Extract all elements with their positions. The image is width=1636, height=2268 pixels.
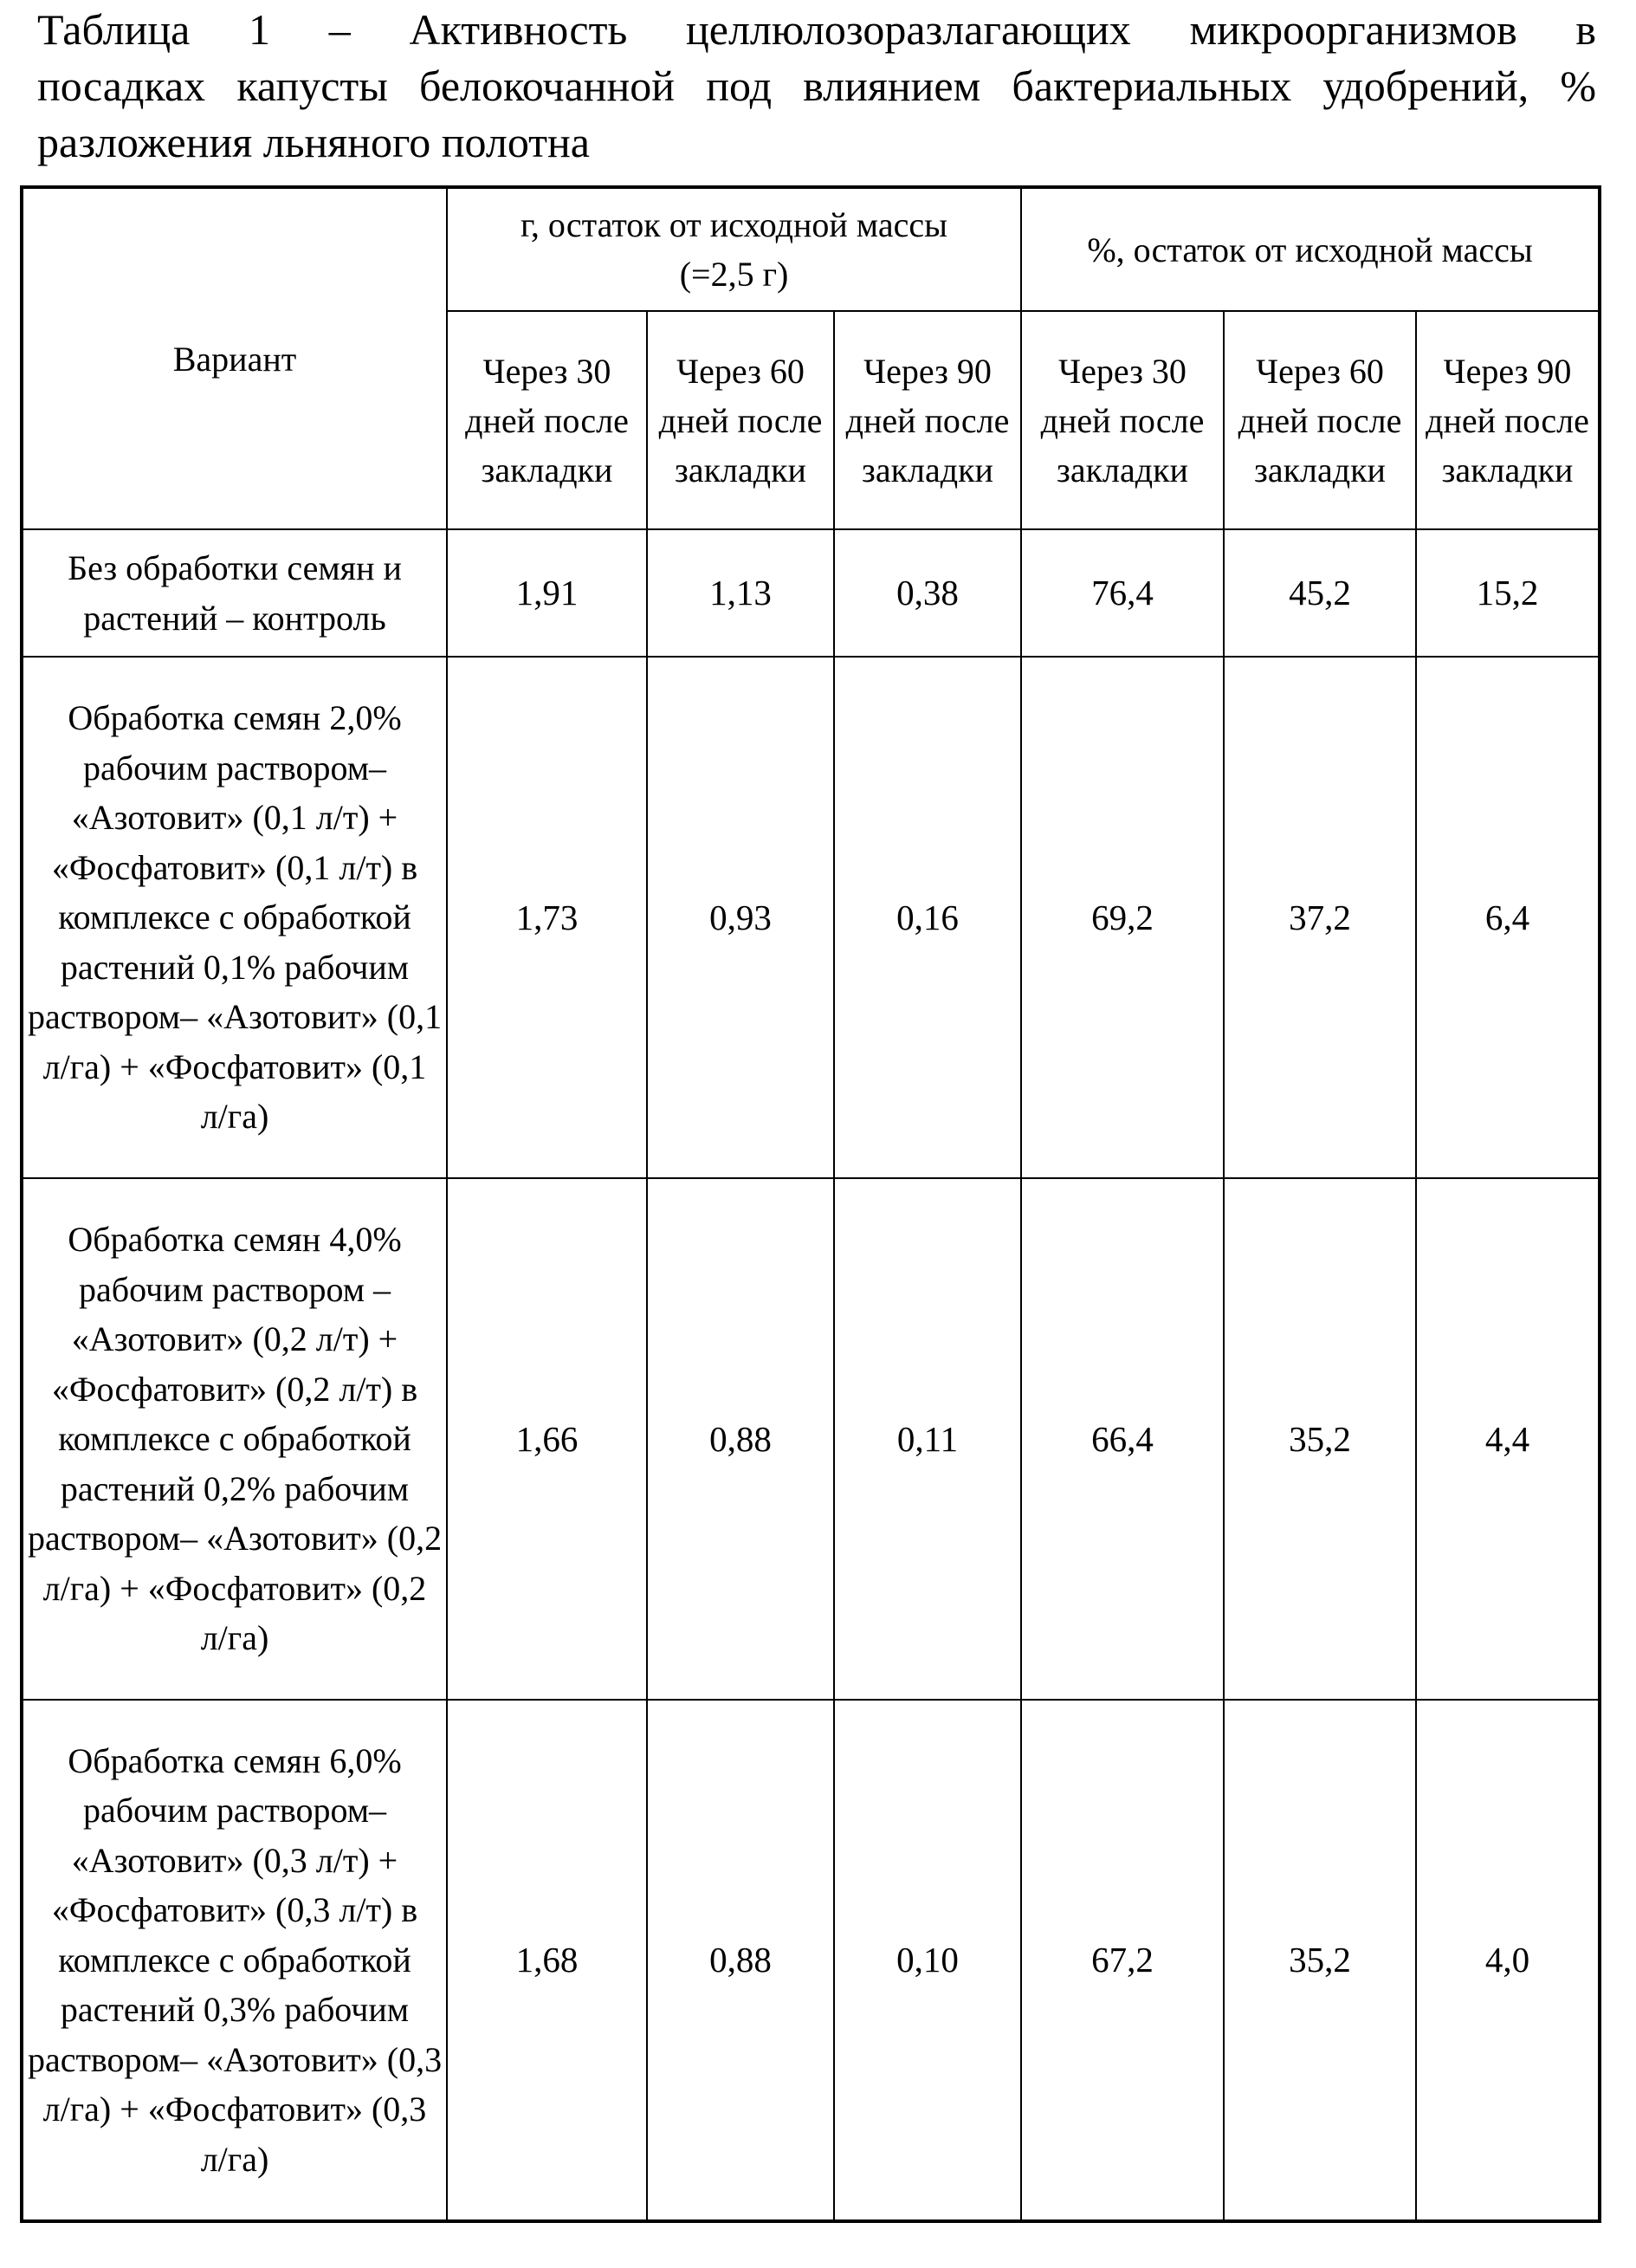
table-row <box>22 1178 1600 1700</box>
table-row <box>22 529 1600 657</box>
data-table <box>20 185 1601 2223</box>
variant-cell: Обработка семян 4,0% рабочим раствором – «Азотовит» (0,2 л/т) + «Фосфатовит» (0,2 л/т) в комплексе с обработкой растений 0,2% рабочим раствором– «Азотовит» (0,2 л/га) + «Фосфатовит» (0,2 л/га) <box>22 1178 447 1700</box>
value-cell: 35,2 <box>1224 1178 1416 1700</box>
header-group-percent: %, остаток от исходной массы <box>1021 187 1600 311</box>
header-variant: Вариант <box>22 187 447 529</box>
header-row-groups <box>22 187 1600 311</box>
table-row <box>22 1700 1600 2221</box>
value-cell: 0,88 <box>647 1700 834 2221</box>
variant-cell: Обработка семян 6,0% рабочим раствором– «Азотовит» (0,3 л/т) + «Фосфатовит» (0,3 л/т) в комплексе с обработкой растений 0,3% рабочим раствором– «Азотовит» (0,3 л/га) + «Фосфатовит» (0,3 л/га) <box>22 1700 447 2221</box>
value-cell: 66,4 <box>1021 1178 1224 1700</box>
value-cell: 0,10 <box>834 1700 1021 2221</box>
value-cell: 15,2 <box>1416 529 1600 657</box>
value-cell: 0,11 <box>834 1178 1021 1700</box>
header-period: Через 60 дней после закладки <box>647 311 834 529</box>
value-cell: 69,2 <box>1021 657 1224 1178</box>
caption-line-1: Таблица 1 – Активность целлюлозоразлагающих микроорганизмов в <box>37 5 1596 54</box>
value-cell: 4,0 <box>1416 1700 1600 2221</box>
value-cell: 1,73 <box>447 657 647 1178</box>
value-cell: 35,2 <box>1224 1700 1416 2221</box>
header-group-grams: г, остаток от исходной массы (=2,5 г) <box>447 187 1021 311</box>
variant-cell: Без обработки семян и растений – контроль <box>22 529 447 657</box>
header-period: Через 90 дней после закладки <box>1416 311 1600 529</box>
value-cell: 1,91 <box>447 529 647 657</box>
value-cell: 67,2 <box>1021 1700 1224 2221</box>
value-cell: 0,16 <box>834 657 1021 1178</box>
value-cell: 6,4 <box>1416 657 1600 1178</box>
value-cell: 0,38 <box>834 529 1021 657</box>
value-cell: 45,2 <box>1224 529 1416 657</box>
table-caption <box>37 2 1596 171</box>
value-cell: 76,4 <box>1021 529 1224 657</box>
caption-line-2: посадках капусты белокочанной под влиянием бактериальных удобрений, % <box>37 62 1596 110</box>
value-cell: 0,88 <box>647 1178 834 1700</box>
value-cell: 0,93 <box>647 657 834 1178</box>
value-cell: 1,13 <box>647 529 834 657</box>
header-period: Через 60 дней после закладки <box>1224 311 1416 529</box>
value-cell: 1,66 <box>447 1178 647 1700</box>
variant-cell: Обработка семян 2,0% рабочим раствором– «Азотовит» (0,1 л/т) + «Фосфатовит» (0,1 л/т) в комплексе с обработкой растений 0,1% рабочим раствором– «Азотовит» (0,1 л/га) + «Фосфатовит» (0,1 л/га) <box>22 657 447 1178</box>
value-cell: 4,4 <box>1416 1178 1600 1700</box>
header-period: Через 30 дней после закладки <box>1021 311 1224 529</box>
value-cell: 1,68 <box>447 1700 647 2221</box>
table-row <box>22 657 1600 1178</box>
header-period: Через 30 дней после закладки <box>447 311 647 529</box>
header-period: Через 90 дней после закладки <box>834 311 1021 529</box>
caption-line-3: разложения льняного полотна <box>37 118 590 166</box>
value-cell: 37,2 <box>1224 657 1416 1178</box>
